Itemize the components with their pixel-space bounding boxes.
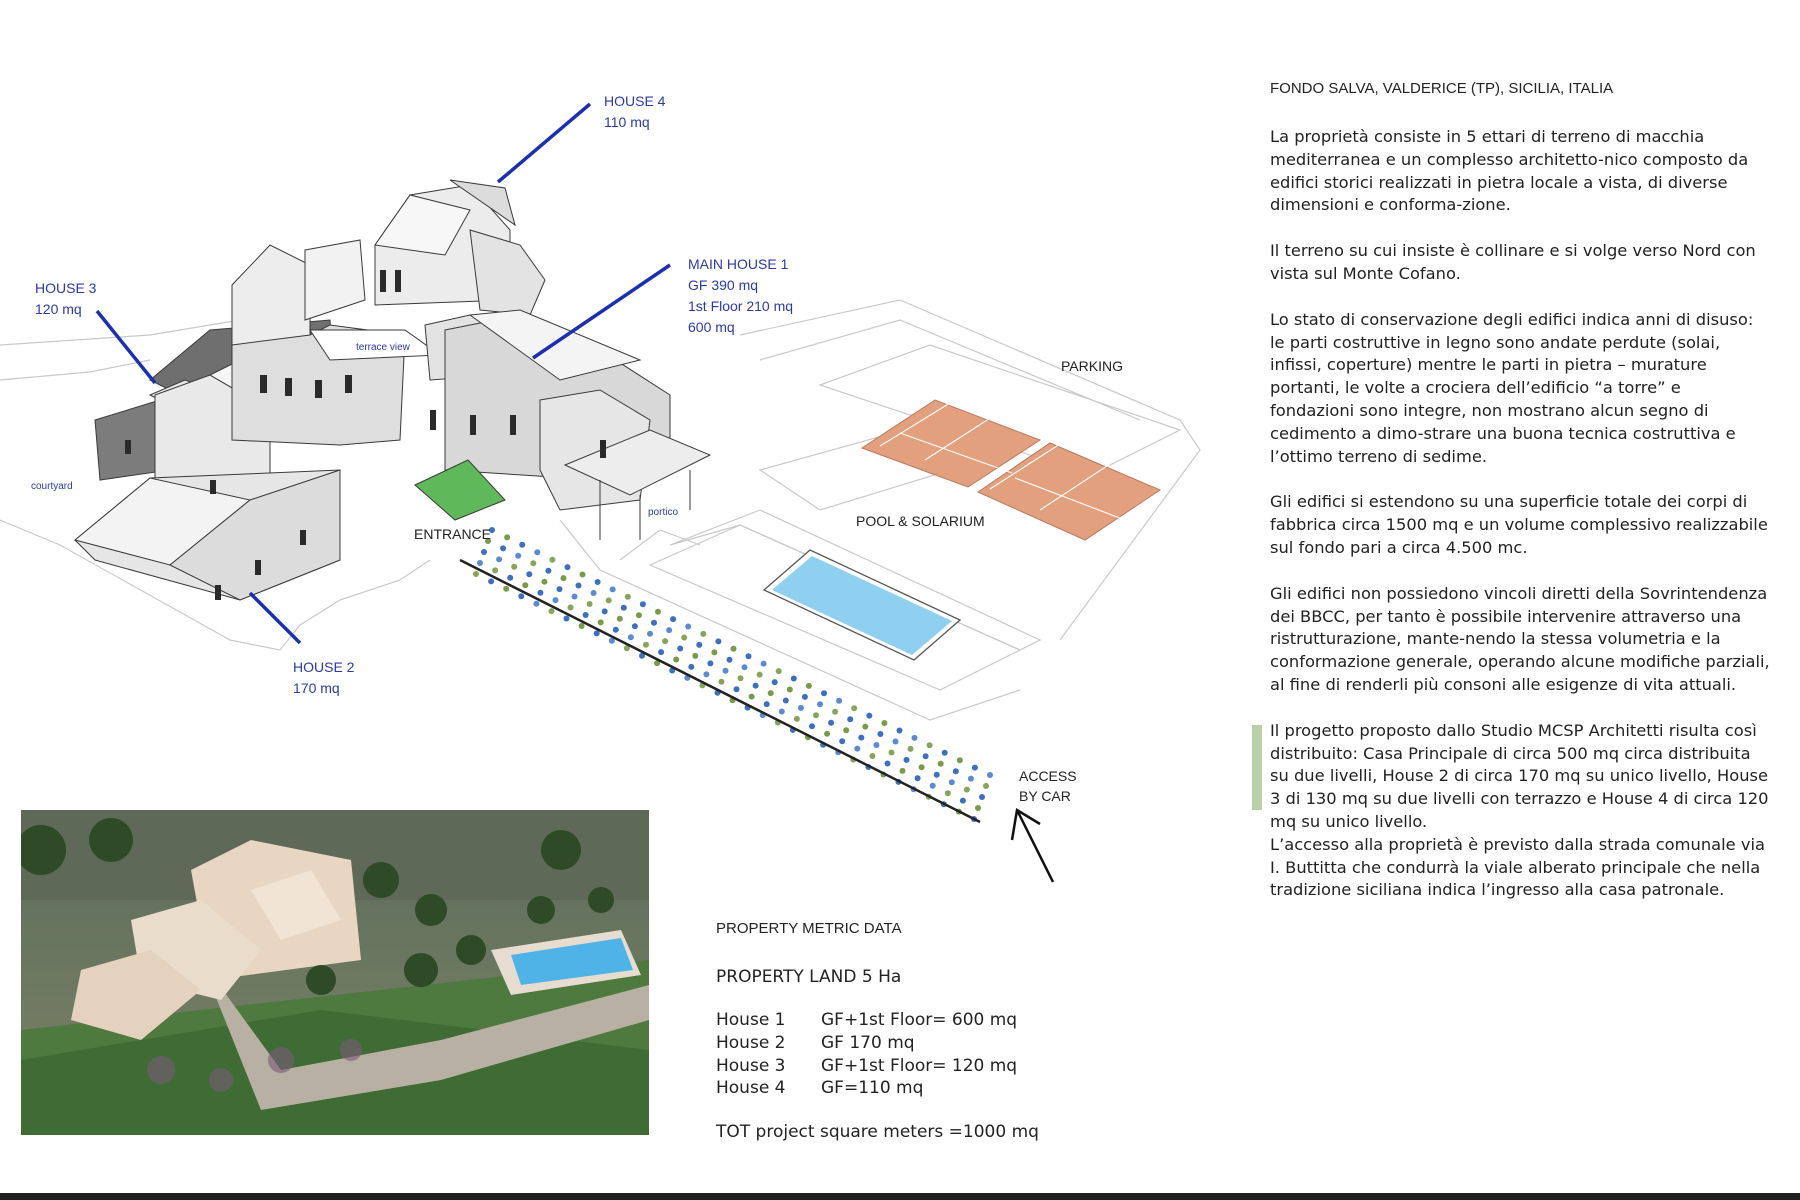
avenue-tree-dot	[636, 612, 642, 618]
avenue-tree-dot	[651, 620, 657, 626]
metric-value: GF+1st Floor= 120 mq	[821, 1055, 1018, 1076]
avenue-tree-dot	[945, 790, 951, 796]
avenue-tree-dot	[492, 567, 498, 573]
avenue-tree-dot	[719, 679, 725, 685]
description-paragraph: Il terreno su cui insiste è collinare e si volge verso Nord con vista sul Monte Cofano.	[1270, 241, 1756, 283]
avenue-tree-dot	[681, 635, 687, 641]
avenue-tree-dot	[753, 683, 759, 689]
avenue-tree-dot	[862, 724, 868, 730]
avenue-tree-dot	[854, 746, 860, 752]
location-heading: FONDO SALVA, VALDERICE (TP), SICILIA, ITALIA	[1270, 80, 1614, 97]
avenue-tree-dot	[696, 642, 702, 648]
avenue-tree-dot	[824, 731, 830, 737]
label-pool-solarium: POOL & SOLARIUM	[856, 513, 985, 529]
avenue-tree-dot	[511, 564, 517, 570]
avenue-tree-dot	[828, 720, 834, 726]
avenue-tree-dot	[851, 705, 857, 711]
aerial-render-photo	[21, 810, 649, 1135]
avenue-tree-dot	[934, 772, 940, 778]
avenue-tree-dot	[515, 553, 521, 559]
metric-house: House 3	[716, 1055, 786, 1076]
avenue-tree-dot	[530, 560, 536, 566]
avenue-tree-dot	[553, 597, 559, 603]
avenue-tree-dot	[960, 798, 966, 804]
avenue-tree-dot	[703, 671, 709, 677]
avenue-tree-dot	[764, 701, 770, 707]
avenue-tree-dot	[549, 608, 555, 614]
label-entrance: ENTRANCE	[414, 526, 492, 542]
description-paragraph: Gli edifici si estendono su una superficie totale dei corpi di fabbrica circa 1500 mq e un volume complessivo realizzabile sul fondo pari a circa 4.500 mc.	[1270, 492, 1768, 557]
avenue-tree-dot	[968, 776, 974, 782]
avenue-tree-dot	[587, 601, 593, 607]
avenue-tree-dot	[779, 709, 785, 715]
avenue-tree-dot	[772, 679, 778, 685]
avenue-tree-dot	[537, 590, 543, 596]
avenue-tree-dot	[477, 560, 483, 566]
avenue-tree-dot	[591, 590, 597, 596]
description-paragraph: La proprietà consiste in 5 ettari di terreno di macchia mediterranea e un complesso architetto-nico composto da edifici storici realizzati in pietra locale a vista, di diverse dimensioni e conforma-zione.	[1270, 127, 1749, 215]
avenue-tree-dot	[727, 657, 733, 663]
avenue-tree-dot	[504, 534, 510, 540]
avenue-tree-dot	[711, 649, 717, 655]
avenue-tree-dot	[949, 779, 955, 785]
label-house3	[35, 278, 96, 320]
avenue-tree-dot	[572, 594, 578, 600]
label-house4-area: 110 mq	[604, 114, 650, 130]
avenue-tree-dot	[908, 746, 914, 752]
avenue-tree-dot	[541, 579, 547, 585]
avenue-tree-dot	[688, 664, 694, 670]
avenue-tree-dot	[643, 642, 649, 648]
avenue-tree-dot	[866, 713, 872, 719]
avenue-tree-dot	[877, 731, 883, 737]
swimming-pool	[764, 550, 960, 660]
avenue-tree-dot	[983, 783, 989, 789]
avenue-tree-dot	[938, 761, 944, 767]
description-paragraph: L’accesso alla proprietà è previsto dalla strada comunale via I. Buttitta che condurrà la viale alberato principale che nella tradizione siciliana indica l’ingresso alla casa patronale.	[1270, 834, 1765, 900]
label-main-house-1st: 1st Floor 210 mq	[688, 298, 794, 314]
avenue-tree-dot	[912, 735, 918, 741]
avenue-tree-dot	[655, 609, 661, 615]
avenue-tree-dot	[817, 701, 823, 707]
avenue-tree-dot	[568, 605, 574, 611]
avenue-tree-dot	[662, 638, 668, 644]
metric-table	[716, 1009, 1017, 1100]
avenue-tree-dot	[942, 750, 948, 756]
avenue-tree-dot	[843, 727, 849, 733]
metric-house: House 4	[716, 1078, 786, 1099]
avenue-tree-dot	[602, 608, 608, 614]
avenue-tree-dot	[900, 768, 906, 774]
label-house2	[293, 657, 354, 699]
avenue-tree-dot	[746, 653, 752, 659]
avenue-tree-dot	[564, 616, 570, 622]
label-house2-area: 170 mq	[293, 680, 340, 696]
avenue-tree-dot	[503, 586, 509, 592]
avenue-tree-dot	[666, 627, 672, 633]
avenue-tree-dot	[579, 623, 585, 629]
avenue-tree-dot	[533, 601, 539, 607]
avenue-tree-dot	[610, 586, 616, 592]
avenue-tree-dot	[972, 765, 978, 771]
avenue-tree-dot	[881, 720, 887, 726]
avenue-tree-dot	[783, 698, 789, 704]
avenue-tree-dot	[565, 564, 571, 570]
metric-value: GF 170 mq	[821, 1032, 915, 1053]
avenue-tree-dot	[832, 709, 838, 715]
avenue-tree-dot	[557, 586, 563, 592]
property-metric-data	[716, 920, 1039, 1142]
label-main-house-name: MAIN HOUSE 1	[688, 256, 789, 272]
avenue-tree-dot	[625, 594, 631, 600]
avenue-tree-dot	[617, 616, 623, 622]
avenue-tree-dot	[576, 583, 582, 589]
avenue-tree-dot	[481, 549, 487, 555]
avenue-tree-dot	[580, 572, 586, 578]
metric-heading: PROPERTY METRIC DATA	[716, 920, 902, 937]
avenue-tree-dot	[761, 661, 767, 667]
buildings	[75, 180, 710, 600]
avenue-tree-dot	[534, 549, 540, 555]
bottom-border	[0, 1193, 1800, 1200]
avenue-tree-dot	[839, 738, 845, 744]
avenue-tree-dot	[658, 649, 664, 655]
label-house4-name: HOUSE 4	[604, 93, 666, 109]
avenue-tree-dot	[809, 723, 815, 729]
access-arrow-icon	[1012, 810, 1053, 882]
avenue-tree-dot	[526, 571, 532, 577]
label-house2-name: HOUSE 2	[293, 659, 355, 675]
avenue-tree-dot	[677, 646, 683, 652]
avenue-tree-dot	[873, 742, 879, 748]
avenue-tree-dot	[549, 557, 555, 563]
avenue-tree-dot	[858, 735, 864, 741]
metric-row	[716, 1077, 1017, 1100]
avenue-tree-dot	[628, 634, 634, 640]
avenue-tree-dot	[794, 716, 800, 722]
avenue-tree-dot	[613, 627, 619, 633]
avenue-tree-dot	[621, 605, 627, 611]
avenue-tree-dot	[885, 761, 891, 767]
avenue-tree-dot	[987, 772, 993, 778]
metric-value: GF=110 mq	[821, 1078, 924, 1099]
avenue-tree-dot	[518, 593, 524, 599]
avenue-tree-dot	[742, 664, 748, 670]
avenue-tree-dot	[889, 750, 895, 756]
metric-row	[716, 1055, 1017, 1078]
metric-house: House 2	[716, 1032, 786, 1053]
avenue-tree-dot	[768, 690, 774, 696]
avenue-tree-dot	[847, 716, 853, 722]
avenue-tree-dot	[821, 690, 827, 696]
label-main-house-total: 600 mq	[688, 319, 735, 335]
avenue-tree-dot	[787, 687, 793, 693]
tree-lined-avenue	[473, 527, 993, 822]
metric-total: TOT project square meters =1000 mq	[716, 1122, 1039, 1143]
avenue-tree-dot	[561, 575, 567, 581]
avenue-tree-dot	[500, 545, 506, 551]
label-parking: PARKING	[1061, 358, 1123, 374]
avenue-tree-dot	[583, 612, 589, 618]
avenue-tree-dot	[723, 668, 729, 674]
label-terrace: terrace view	[356, 342, 410, 353]
avenue-tree-dot	[522, 582, 528, 588]
avenue-tree-dot	[685, 624, 691, 630]
avenue-tree-dot	[791, 676, 797, 682]
avenue-tree-dot	[598, 619, 604, 625]
avenue-tree-dot	[893, 739, 899, 745]
avenue-tree-dot	[670, 616, 676, 622]
metric-row	[716, 1032, 1017, 1055]
avenue-tree-dot	[692, 653, 698, 659]
avenue-tree-dot	[979, 794, 985, 800]
avenue-tree-dot	[813, 712, 819, 718]
label-main-house	[688, 254, 793, 338]
label-house4	[604, 91, 665, 133]
avenue-tree-dot	[738, 675, 744, 681]
avenue-tree-dot	[957, 757, 963, 763]
avenue-tree-dot	[673, 657, 679, 663]
avenue-tree-dot	[975, 805, 981, 811]
avenue-tree-dot	[930, 783, 936, 789]
avenue-tree-dot	[897, 728, 903, 734]
avenue-tree-dot	[749, 694, 755, 700]
avenue-tree-dot	[496, 556, 502, 562]
avenue-tree-dot	[953, 768, 959, 774]
avenue-tree-dot	[707, 660, 713, 666]
metric-value: GF+1st Floor= 600 mq	[821, 1010, 1018, 1030]
avenue-tree-dot	[700, 631, 706, 637]
avenue-tree-dot	[869, 753, 875, 759]
avenue-tree-dot	[776, 668, 782, 674]
margin-marker	[1252, 725, 1262, 810]
avenue-tree-dot	[919, 764, 925, 770]
metric-land: PROPERTY LAND 5 Ha	[716, 967, 902, 987]
avenue-tree-dot	[734, 686, 740, 692]
avenue-tree-dot	[904, 757, 910, 763]
avenue-tree-dot	[647, 631, 653, 637]
avenue-tree-dot	[915, 775, 921, 781]
label-access	[1019, 766, 1077, 806]
avenue-tree-dot	[798, 705, 804, 711]
label-main-house-gf: GF 390 mq	[688, 277, 759, 293]
avenue-tree-dot	[715, 638, 721, 644]
avenue-tree-dot	[731, 646, 737, 652]
avenue-tree-dot	[640, 601, 646, 607]
description-paragraph: Il progetto proposto dallo Studio MCSP Architetti risulta così distribuito: Casa Principale di circa 500 mq circa distribuita su due livelli, House 2 di circa 170 mq su unico livello, House 3 di 130 mq su due livelli con terrazzo e House 4 di circa 120 mq su unico livello.	[1270, 720, 1769, 831]
avenue-tree-dot	[836, 698, 842, 704]
avenue-tree-dot	[802, 694, 808, 700]
description-paragraph: Gli edifici non possiedono vincoli diretti della Sovrintendenza dei BBCC, per tanto è possibile intervenire attraverso una ristrutturazione, mante-nendo la stessa volumetria e la conformazione generale, operando alcune modifiche parziali, al fine di renderli più consoni alle esigenze di vita attuali.	[1270, 583, 1770, 694]
label-house3-name: HOUSE 3	[35, 280, 97, 296]
avenue-tree-dot	[927, 742, 933, 748]
avenue-tree-dot	[507, 575, 513, 581]
avenue-tree-dot	[545, 568, 551, 574]
label-house3-area: 120 mq	[35, 301, 82, 317]
label-courtyard: courtyard	[31, 481, 73, 492]
avenue-tree-dot	[519, 542, 525, 548]
description-text	[1270, 126, 1770, 902]
label-access-line1: ACCESS	[1019, 768, 1077, 784]
avenue-tree-dot	[964, 787, 970, 793]
description-paragraph: Lo stato di conservazione degli edifici indica anni di disuso: le parti costruttive in legno sono andate perdute (solai, infissi, coperture) mentre le parti in pietra – murature portanti, le volte a crociera dell’edificio “a torre” e fondazioni sono integre, non mostrano alcun segno di cedimento a dimo-strare una buona tecnica costruttiva e l’ottimo terreno di sedime.	[1270, 309, 1754, 466]
avenue-tree-dot	[806, 683, 812, 689]
avenue-tree-dot	[757, 672, 763, 678]
avenue-tree-dot	[595, 579, 601, 585]
avenue-tree-dot	[488, 578, 494, 584]
avenue-tree-dot	[606, 597, 612, 603]
avenue-tree-dot	[473, 571, 479, 577]
metric-row	[716, 1009, 1017, 1032]
label-access-line2: BY CAR	[1019, 788, 1071, 804]
label-portico: portico	[648, 507, 679, 518]
avenue-tree-dot	[632, 623, 638, 629]
avenue-tree-dot	[923, 753, 929, 759]
metric-house: House 1	[716, 1010, 786, 1030]
